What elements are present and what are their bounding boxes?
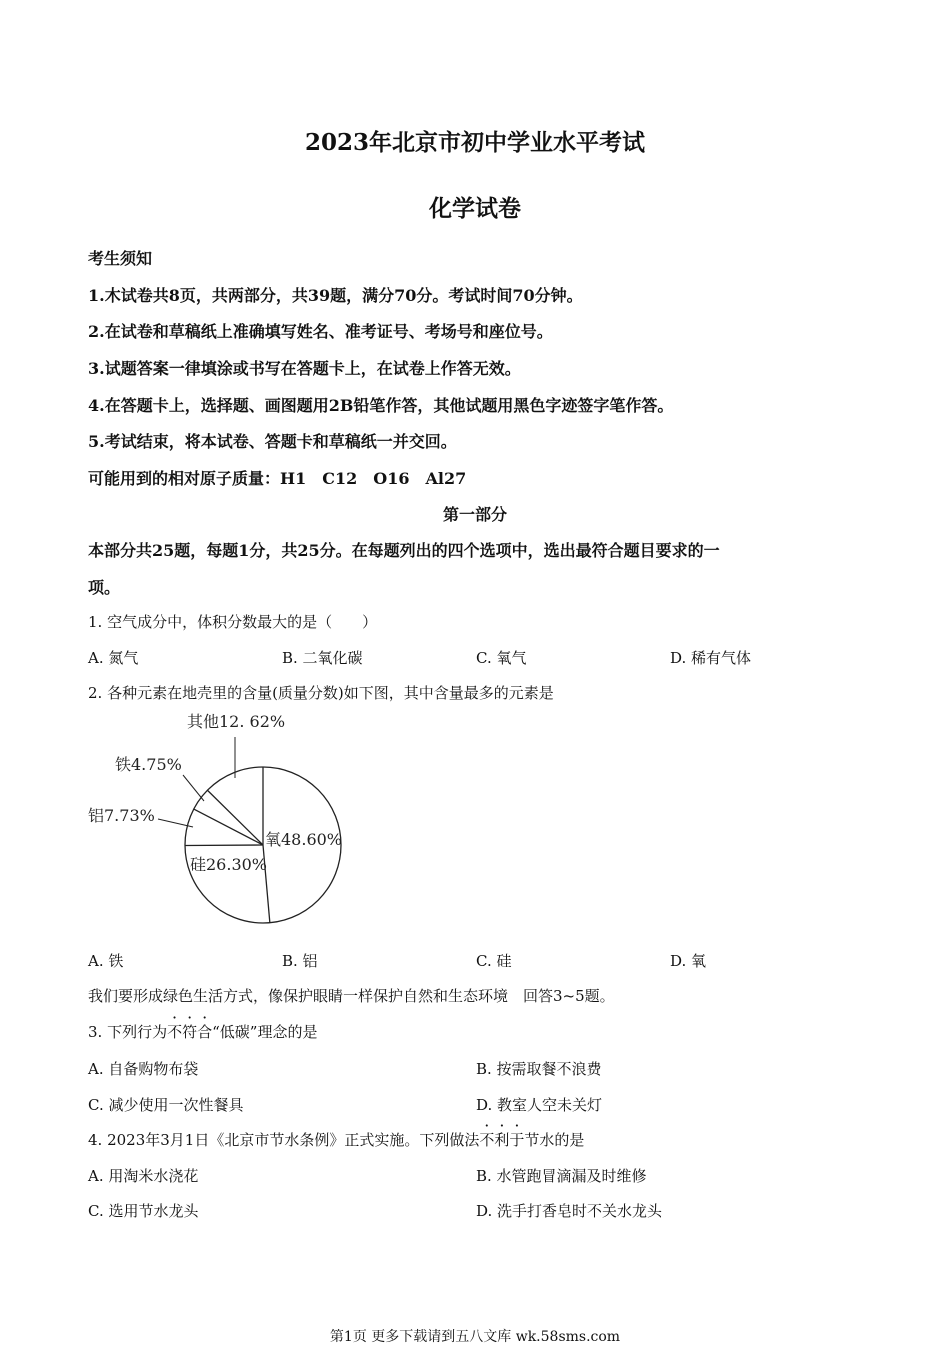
pie-slice-boundary-other bbox=[207, 790, 263, 845]
iron-leader-line bbox=[183, 775, 204, 801]
question-4-option-a[interactable]: A. 用淘米水浇花 bbox=[88, 1165, 198, 1186]
pie-slice-boundary-iron bbox=[194, 809, 263, 845]
question-4-stem: 4. 2023年3月1日《北京市节水条例》正式实施。下列做法不利于节水的是 bbox=[88, 1129, 584, 1150]
question-3-option-d[interactable]: D. 教室人空未关灯 bbox=[476, 1094, 602, 1115]
notice-item: 3.试题答案一律填涂或书写在答题卡上，在试卷上作答无效。 bbox=[88, 356, 521, 379]
notice-item: 1.木试卷共8页，共两部分，共39题，满分70分。考试时间70分钟。 bbox=[88, 283, 583, 306]
emphasis-char: 不 bbox=[167, 1021, 182, 1042]
pie-label-aluminum: 铝7.73% bbox=[88, 806, 155, 825]
page-footer: 第1页 更多下载请到五八文库 wk.58sms.com bbox=[0, 1326, 950, 1346]
emphasis-char: 不 bbox=[479, 1129, 494, 1150]
question-3-stem: 3. 下列行为不符合“低碳”理念的是 bbox=[88, 1021, 317, 1042]
question-1-option-d[interactable]: D. 稀有气体 bbox=[670, 647, 751, 668]
question-4-option-d[interactable]: D. 洗手打香皂时不关水龙头 bbox=[476, 1200, 662, 1221]
question-1-option-c[interactable]: C. 氧气 bbox=[476, 647, 526, 668]
question-2-stem: 2. 各种元素在地壳里的含量(质量分数)如下图，其中含量最多的元素是 bbox=[88, 682, 554, 703]
exam-subtitle: 化学试卷 bbox=[0, 190, 950, 223]
question-2-option-c[interactable]: C. 硅 bbox=[476, 950, 511, 971]
part-heading: 第一部分 bbox=[0, 502, 950, 525]
reading-passage: 我们要形成绿色生活方式，像保护眼睛一样保护自然和生态环境 回答3~5题。 bbox=[88, 985, 615, 1006]
question-1-stem: 1. 空气成分中，体积分数最大的是（ ） bbox=[88, 611, 377, 632]
question-3-option-c[interactable]: C. 减少使用一次性餐具 bbox=[88, 1094, 243, 1115]
part-instruction-cont: 项。 bbox=[88, 575, 120, 598]
emphasis-char: 符 bbox=[182, 1021, 197, 1042]
notice-item: 4.在答题卡上，选择题、画图题用2B铅笔作答，其他试题用黑色字迹签字笔作答。 bbox=[88, 393, 673, 416]
notice-heading: 考生须知 bbox=[88, 246, 152, 269]
question-1-option-a[interactable]: A. 氮气 bbox=[88, 647, 138, 668]
part-instruction: 本部分共25题，每题1分，共25分。在每题列出的四个选项中，选出最符合题目要求的一 bbox=[88, 538, 720, 561]
pie-label-iron: 铁4.75% bbox=[115, 755, 182, 774]
emphasis-char: 于 bbox=[509, 1129, 524, 1150]
question-2-option-d[interactable]: D. 氧 bbox=[670, 950, 706, 971]
question-3-option-b[interactable]: B. 按需取餐不浪费 bbox=[476, 1058, 602, 1079]
question-1-option-b[interactable]: B. 二氧化碳 bbox=[282, 647, 363, 668]
emphasis-char: 利 bbox=[494, 1129, 509, 1150]
crust-element-pie-chart bbox=[80, 705, 370, 940]
question-4-option-b[interactable]: B. 水管跑冒滴漏及时维修 bbox=[476, 1165, 647, 1186]
question-2-option-b[interactable]: B. 铝 bbox=[282, 950, 318, 971]
exam-title: 2023年北京市初中学业水平考试 bbox=[0, 124, 950, 157]
pie-label-oxygen: 氧48.60% bbox=[265, 830, 342, 849]
emphasis-char: 合 bbox=[197, 1021, 212, 1042]
question-2-option-a[interactable]: A. 铁 bbox=[88, 950, 123, 971]
notice-item: 2.在试卷和草稿纸上准确填写姓名、准考证号、考场号和座位号。 bbox=[88, 319, 553, 342]
pie-label-silicon: 硅26.30% bbox=[190, 855, 267, 874]
question-3-option-a[interactable]: A. 自备购物布袋 bbox=[88, 1058, 198, 1079]
atomic-masses: 可能用到的相对原子质量：H1 C12 O16 Al27 bbox=[88, 466, 466, 489]
pie-label-other: 其他12. 62% bbox=[187, 712, 285, 731]
notice-item: 5.考试结束，将本试卷、答题卡和草稿纸一并交回。 bbox=[88, 429, 457, 452]
question-4-option-c[interactable]: C. 选用节水龙头 bbox=[88, 1200, 198, 1221]
